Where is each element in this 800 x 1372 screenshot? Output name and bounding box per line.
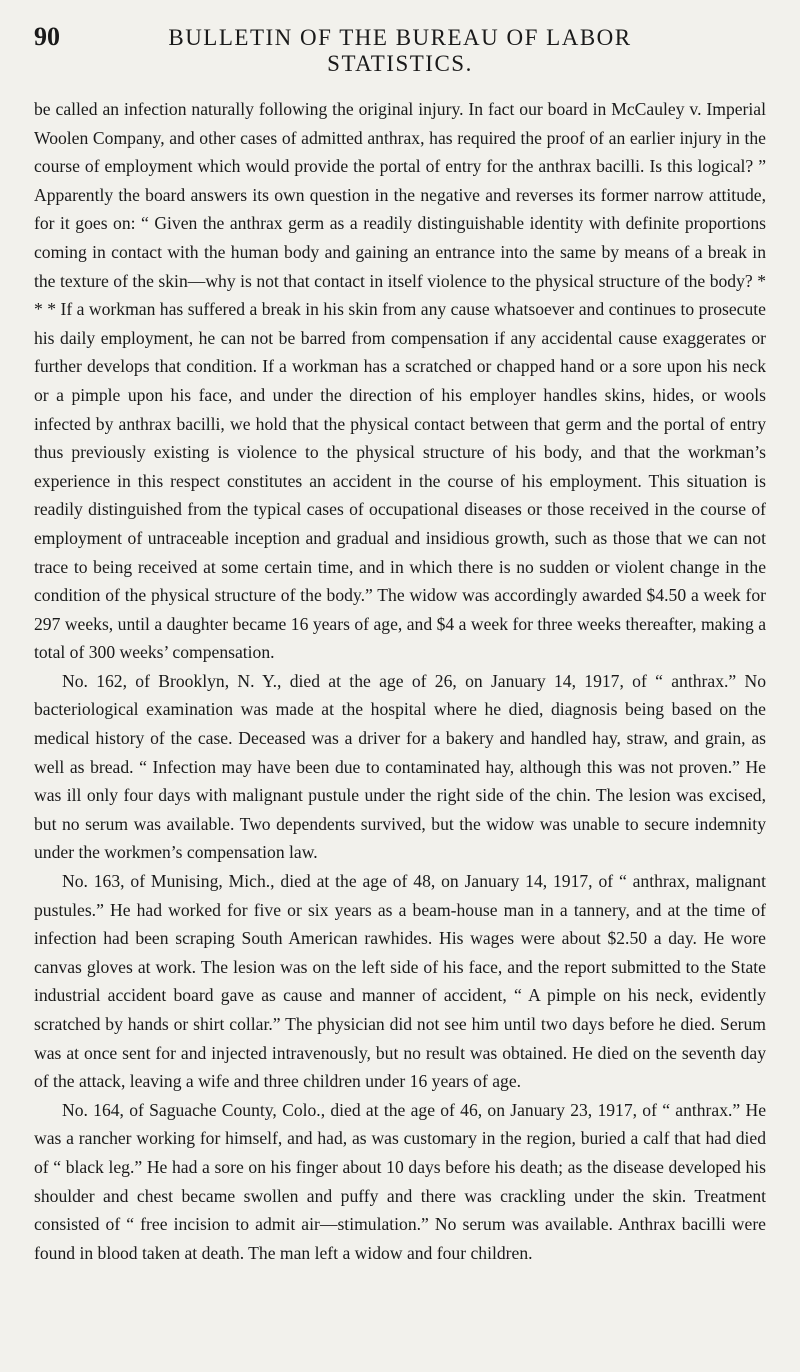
paragraph-case-164: No. 164, of Saguache County, Colo., died at the age of 46, on January 23, 1917, of “ anthrax.” He was a rancher working for himself, and had, as was customary in the region, buried a calf that had died of “ black leg.” He had a sore on his finger about 10 days before his death; as the disease developed his shoulder and chest became swollen and puffy and there was crackling under the skin. Treatment consisted of “ free incision to admit air—stimulation.” No serum was available. Anthrax bacilli were found in blood taken at death. The man left a widow and four children. [34, 1099, 766, 1263]
paragraph-case-163: No. 163, of Munising, Mich., died at the age of 48, on January 14, 1917, of “ anthrax, malignant pustules.” He had worked for five or six years as a beam-house man in a tannery, and at the time of infection had been scraping South American rawhides. His wages were about $2.50 a day. He wore canvas gloves at work. The lesion was on the left side of his face, and the report submitted to the State industrial accident board gave as cause and manner of accident, “ A pimple on his neck, evidently scratched by hands or shirt collar.” The physician did not see him until two days before he died. Serum was at once sent for and injected intravenously, but no result was obtained. He died on the seventh day of the attack, leaving a wife and three children under 16 years of age. [34, 871, 766, 1092]
running-title: BULLETIN OF THE BUREAU OF LABOR STATISTICS. [168, 25, 632, 76]
body-text [34, 95, 766, 1267]
paragraph-case-162: No. 162, of Brooklyn, N. Y., died at the age of 26, on January 14, 1917, of “ anthrax.” No bacteriological examination was made at the hospital where he died, diagnosis being based on the medical history of the case. Deceased was a driver for a bakery and handled hay, straw, and grain, as well as bread. “ Infection may have been due to contaminated hay, although this was not proven.” He was ill only four days with malignant pustule under the right side of the chin. The lesion was excised, but no serum was available. Two dependents survived, but the widow was unable to secure indemnity under the workmen’s compensation law. [34, 670, 766, 863]
paragraph-continuation: be called an infection naturally following the original injury. In fact our board in McCauley v. Imperial Woolen Company, and other cases of admitted anthrax, has required the proof of an earlier injury in the course of employment which would provide the portal of entry for the anthrax bacilli. Is this logical? ” Apparently the board answers its own question in the negative and reverses its former narrow attitude, for it goes on: “ Given the anthrax germ as a readily distinguishable identity with definite proportions coming in contact with the human body and gaining an entrance into the same by means of a break in the texture of the skin—why is not that contact in itself violence to the physical structure of the body? * * * If a workman has suffered a break in his skin from any cause whatsoever and continues to prosecute his daily employment, he can not be barred from compensation if any accidental cause exaggerates or further develops that condition. If a workman has a scratched or chapped hand or a sore upon his neck or a pimple upon his face, and under the direction of his employer handles skins, hides, or wools infected by anthrax bacilli, we hold that the physical contact between that germ and the portal of entry thus previously existing is violence to the physical structure of his body, and that the workman’s experience in this respect constitutes an accident in the course of his employment. This situation is readily distinguished from the typical cases of occupational diseases or those received in the course of employment of untraceable inception and gradual and insidious growth, such as those that we can not trace to being received at some certain time, and in which there is no sudden or violent change in the condition of the physical structure of the body.” The widow was accordingly awarded $4.50 a week for 297 weeks, until a daughter became 16 years of age, and $4 a week for three weeks thereafter, making a total of 300 weeks’ compensation. [34, 99, 766, 663]
page-number: 90 [34, 22, 60, 51]
running-head [34, 22, 766, 77]
